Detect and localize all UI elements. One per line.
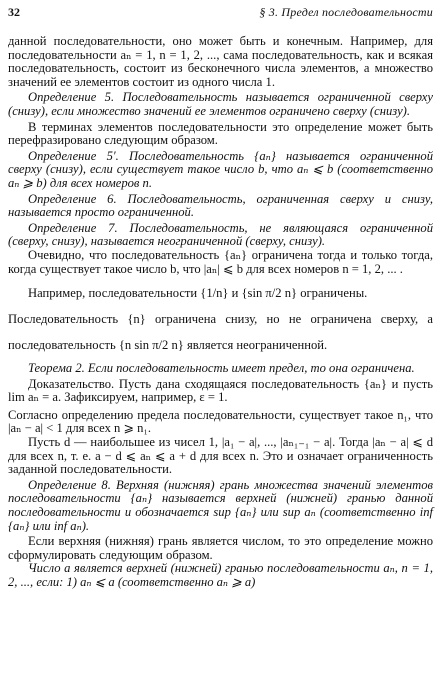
definition-8: Определение 8. Верхняя (нижняя) грань множества значений элементов последовательности {aₙ} называется верхней (нижней) гранью данной последовательности и обозначается sup {aₙ} или sup aₙ (соответственно inf {aₙ} или inf aₙ). — [8, 477, 433, 533]
page-body — [8, 35, 433, 590]
definition-7: Определение 7. Последовательность, не являющаяся ограниченной (сверху, снизу), называется неограниченной (сверху, снизу). — [8, 220, 433, 249]
page-number: 32 — [8, 5, 20, 19]
paragraph-rephrase: В терминах элементов последовательности это определение может быть перефразировано следующим образом. — [8, 119, 433, 148]
theorem-2: Теорема 2. Если последовательность имеет предел, то она ограничена. — [28, 361, 415, 376]
proof-limit-definition: Согласно определению предела последовательности, существует такое n₁, что |aₙ − a| < 1 для всех n ⩾ n₁. — [8, 407, 433, 436]
paragraph-examples-bounded: Например, последовательности {1/n} и {sin π/2 n} ограничены. — [28, 286, 368, 301]
definition-5: Определение 5. Последовательность называется ограниченной сверху (снизу), если множество значений ее элементов ограничено сверху (снизу). — [8, 90, 433, 118]
page-header — [8, 5, 433, 25]
paragraph-sup-condition: Число a является верхней (нижней) гранью последовательности aₙ, n = 1, 2, ..., если: 1) aₙ ⩽ a (соответственно aₙ ⩾ a) — [8, 561, 433, 589]
proof-start: Доказательство. Пусть дана сходящаяся последовательность {aₙ} и пусть lim aₙ = a. Зафиксируем, например, ε = 1. — [8, 376, 433, 405]
paragraph-bounded-criterion: Очевидно, что последовательность {aₙ} ограничена тогда и только тогда, когда существует такое число b, что |aₙ| ⩽ b для всех номеров n = 1, 2, ... . — [8, 247, 433, 276]
proof-max-d: Пусть d — наибольшее из чисел 1, |a₁ − a|, ..., |aₙ₁₋₁ − a|. Тогда |aₙ − a| ⩽ d для всех n, т. е. a − d ⩽ aₙ ⩽ a + d для всех n. Это и означает ограниченность заданной последовательности. — [8, 435, 433, 477]
paragraph-intro: данной последовательности, оно может быть и конечным. Например, для последовательности aₙ = 1, n = 1, 2, ..., сама последовательность, как и всякая последовательность, состоит из бесконечного числа элементов, а множество значений ее элементов состоит из одного числа 1. — [8, 34, 433, 89]
running-title: § 3. Предел последовательности — [259, 5, 433, 19]
paragraph-examples-unbounded: Последовательность {n} ограничена снизу, но не ограничена сверху, а последовательность {n sin π/2 n} является неограниченной. — [8, 312, 433, 353]
definition-6: Определение 6. Последовательность, ограниченная сверху и снизу, называется просто ограниченной. — [8, 191, 433, 220]
definition-5-prime: Определение 5′. Последовательность {aₙ} называется ограниченной сверху (снизу), если существует такое число b, что aₙ ⩽ b (соответственно aₙ ⩾ b) для всех номеров n. — [8, 148, 433, 190]
paragraph-sup-reformulation: Если верхняя (нижняя) грань является числом, то это определение можно сформулировать следующим образом. — [8, 534, 433, 562]
